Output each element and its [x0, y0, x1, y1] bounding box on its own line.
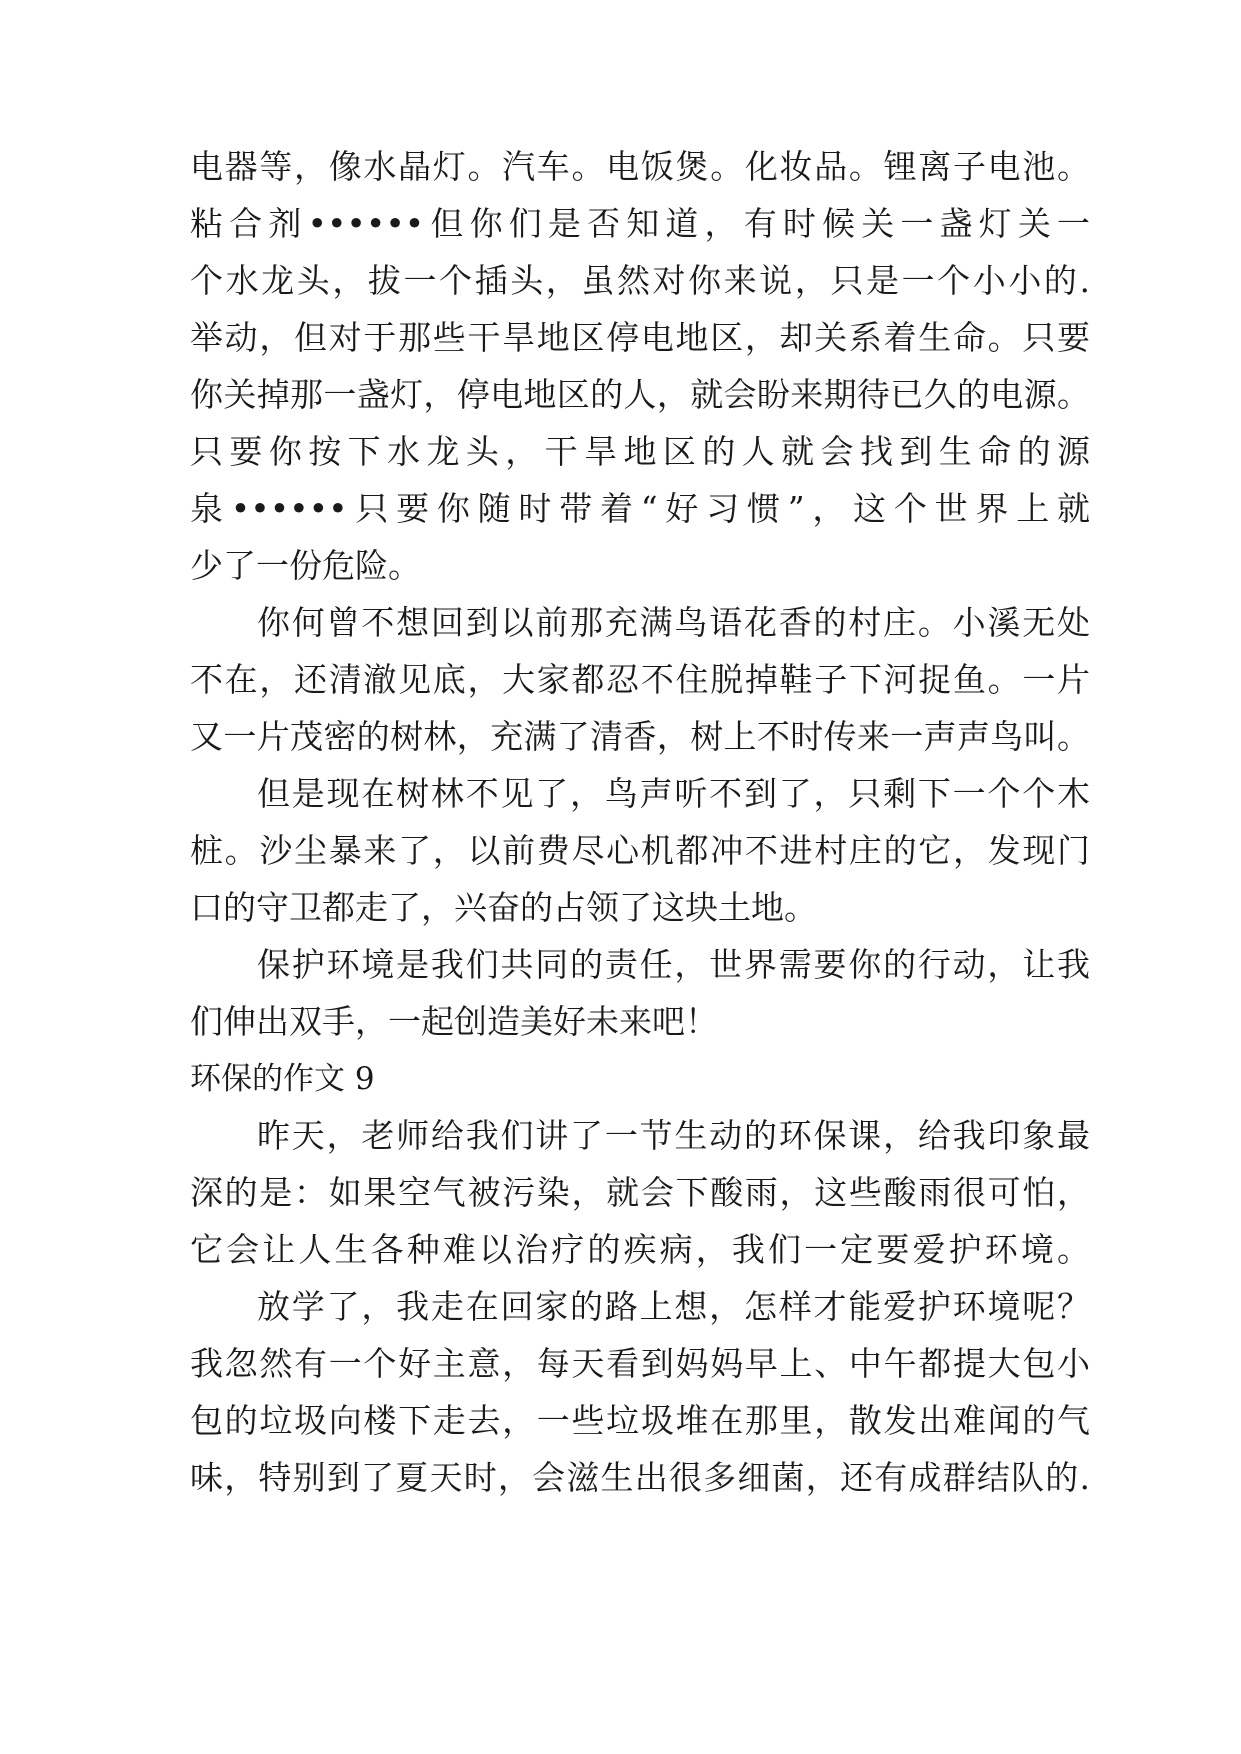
text-line: 味，特别到了夏天时，会滋生出很多细菌，还有成群结队的. [190, 1458, 1090, 1497]
text-line: 个水龙头，拔一个插头，虽然对你来说，只是一个小小的. [190, 261, 1090, 300]
paragraph-first-line: 但是现在树林不见了，鸟声听不到了，只剩下一个个木 [257, 774, 1090, 813]
text-line: 举动，但对于那些干旱地区停电地区，却关系着生命。只要 [190, 318, 1090, 357]
text-line: 包的垃圾向楼下走去，一些垃圾堆在那里，散发出难闻的气 [190, 1401, 1090, 1440]
section-heading: 环保的作文 9 [190, 1061, 375, 1097]
text-line: 你关掉那一盏灯，停电地区的人，就会盼来期待已久的电源。 [190, 375, 1090, 414]
text-line: 我忽然有一个好主意，每天看到妈妈早上、中午都提大包小 [190, 1344, 1090, 1383]
text-line: 桩。沙尘暴来了，以前费尽心机都冲不进村庄的它，发现门 [190, 831, 1090, 870]
paragraph-first-line: 放学了，我走在回家的路上想，怎样才能爱护环境呢？ [257, 1287, 1090, 1326]
text-line: 电器等，像水晶灯。汽车。电饭煲。化妆品。锂离子电池。 [190, 147, 1090, 186]
paragraph-first-line: 保护环境是我们共同的责任，世界需要你的行动，让我 [257, 945, 1090, 984]
text-line: 又一片茂密的树林，充满了清香，树上不时传来一声声鸟叫。 [190, 717, 1090, 756]
text-line: 深的是：如果空气被污染，就会下酸雨，这些酸雨很可怕， [190, 1173, 1090, 1212]
text-line: 它会让人生各种难以治疗的疾病，我们一定要爱护环境。 [190, 1230, 1090, 1269]
text-line: 只要你按下水龙头，干旱地区的人就会找到生命的源 [190, 432, 1090, 471]
text-line: 粘合剂••••••但你们是否知道，有时候关一盏灯关一 [190, 204, 1090, 243]
text-line: 不在，还清澈见底，大家都忍不住脱掉鞋子下河捉鱼。一片 [190, 660, 1090, 699]
paragraph-first-line: 昨天，老师给我们讲了一节生动的环保课，给我印象最 [257, 1116, 1090, 1155]
text-line: 口的守卫都走了，兴奋的占领了这块土地。 [190, 888, 817, 927]
text-line: 们伸出双手，一起创造美好未来吧！ [190, 1002, 718, 1041]
text-line: 泉••••••只要你随时带着“好习惯”，这个世界上就 [190, 489, 1090, 528]
text-line: 少了一份危险。 [190, 546, 421, 585]
paragraph-first-line: 你何曾不想回到以前那充满鸟语花香的村庄。小溪无处 [257, 603, 1090, 642]
